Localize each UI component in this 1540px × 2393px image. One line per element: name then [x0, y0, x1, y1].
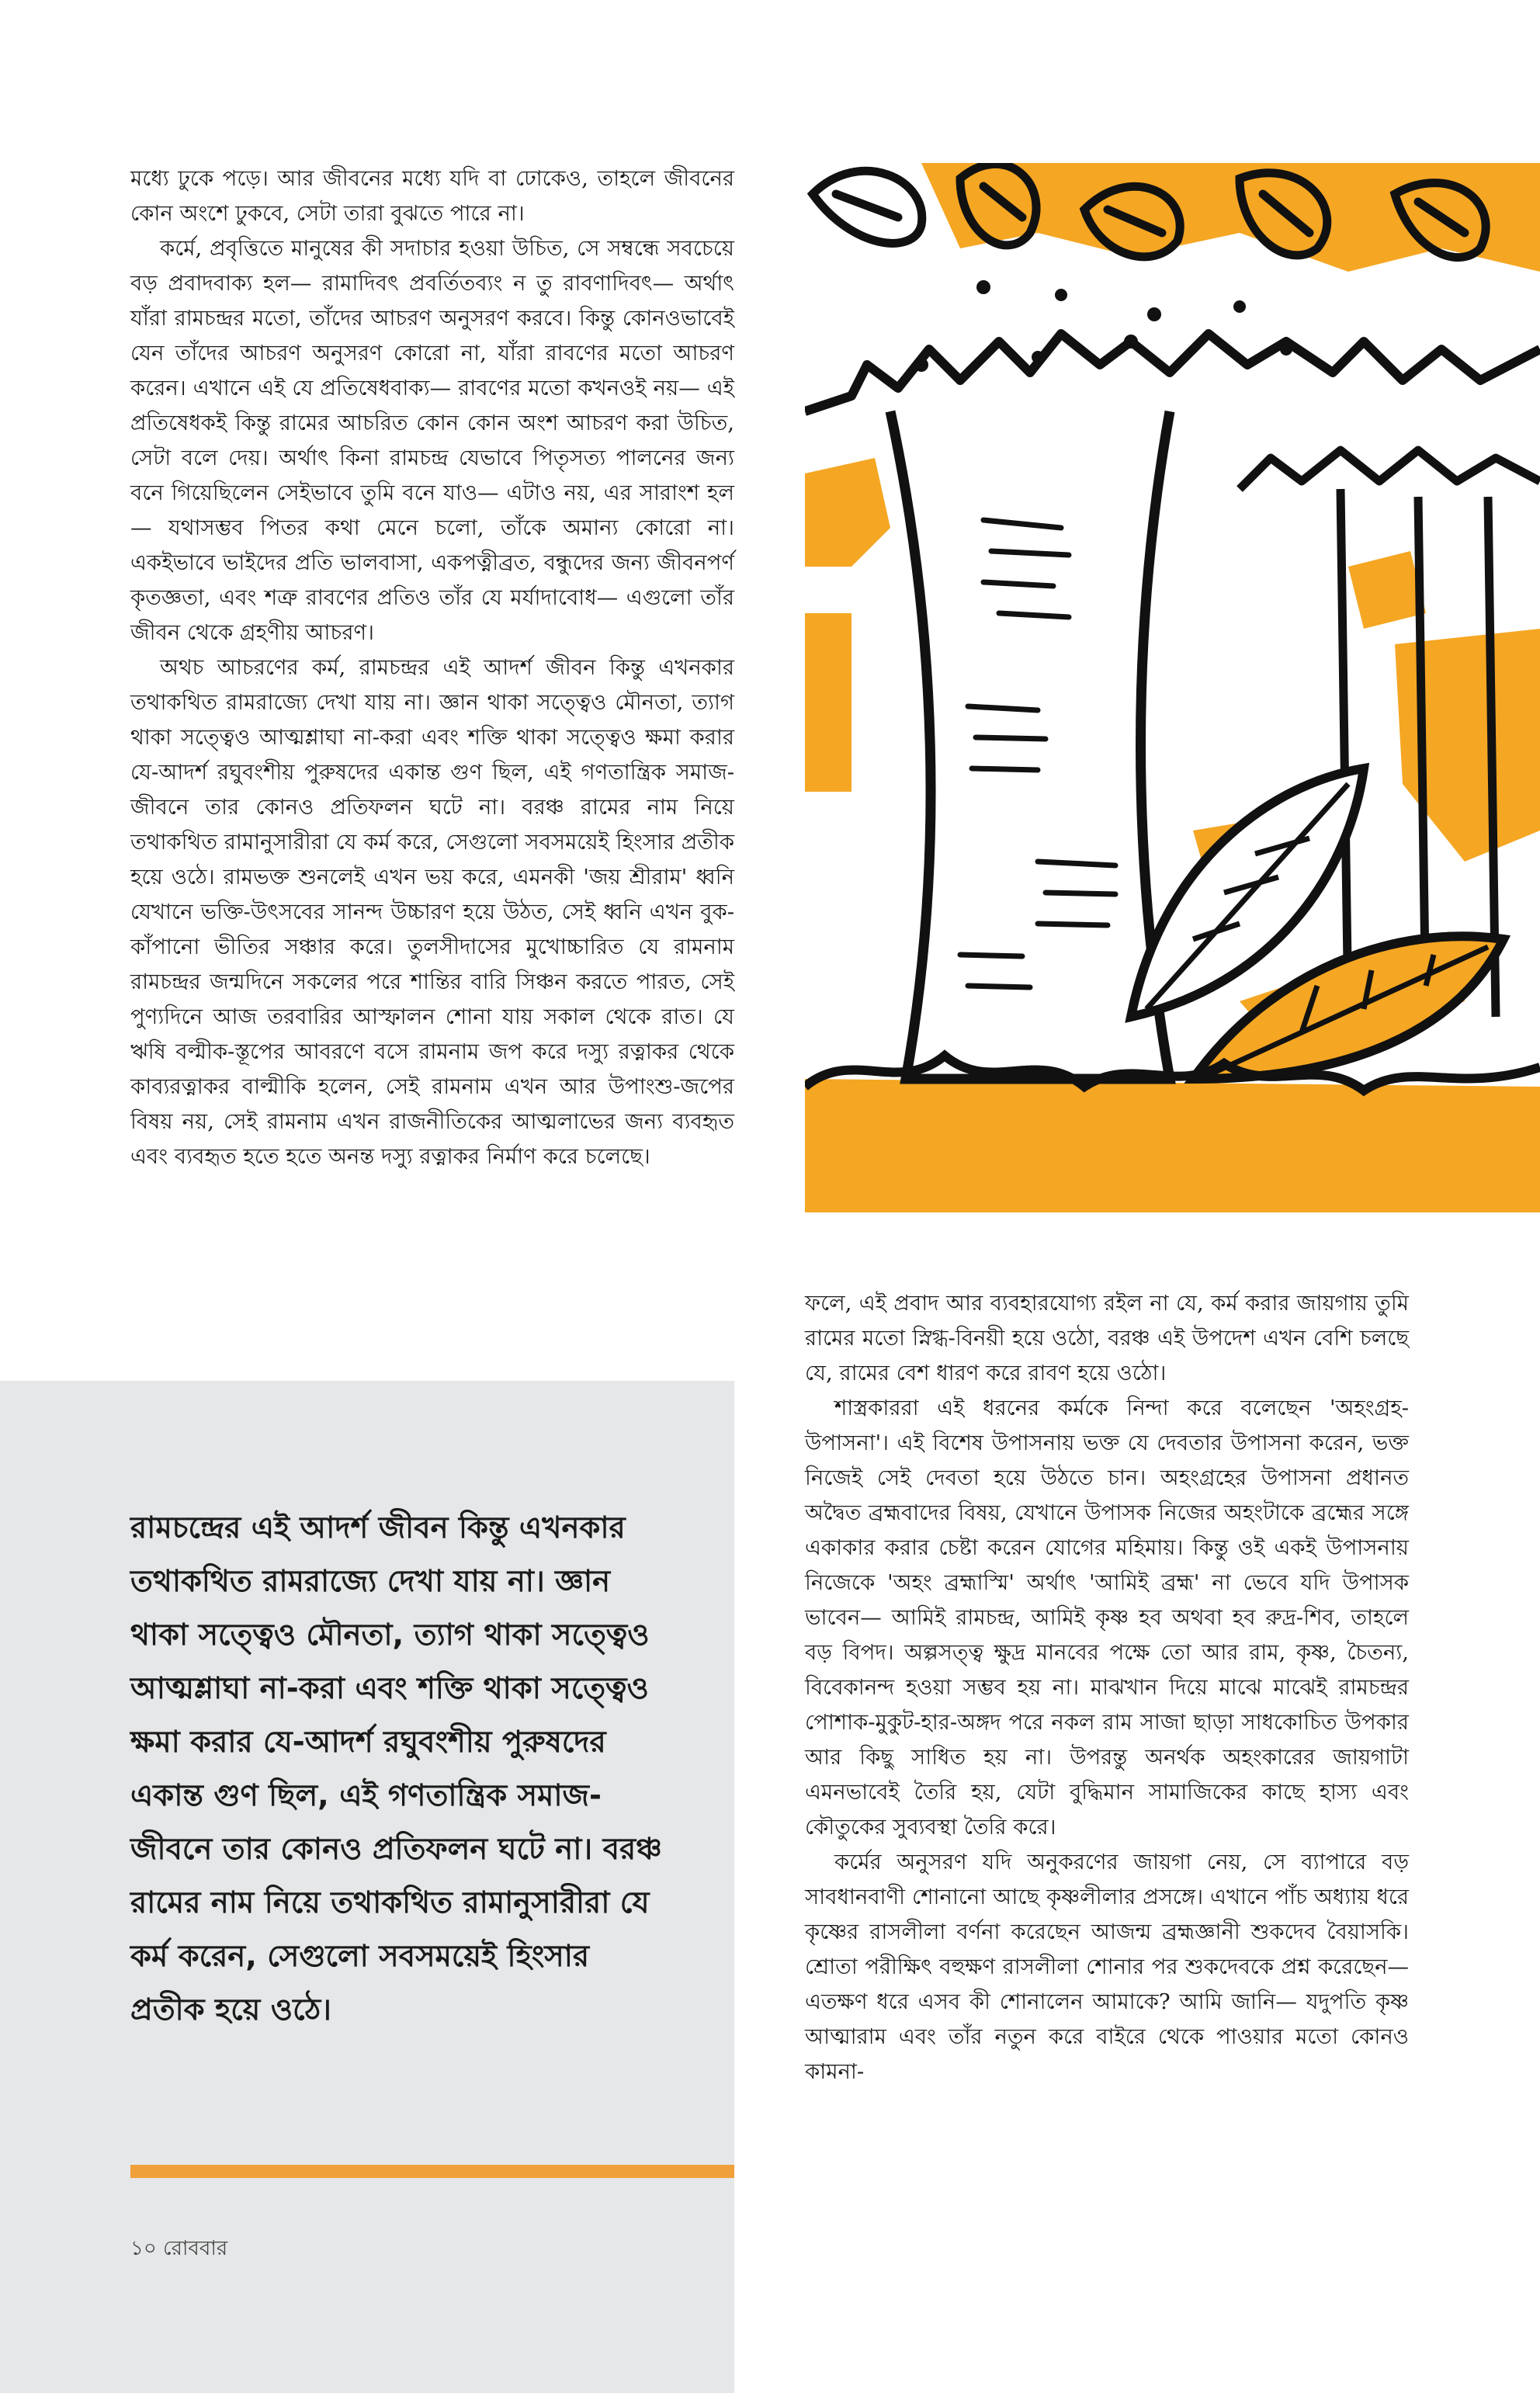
paragraph: শাস্ত্রকাররা এই ধরনের কর্মকে নিন্দা করে বলেছেন 'অহংগ্রহ-উপাসনা'। এই বিশেষ উপাসনায় ভক্ত যে দেবতার উপাসনা করেন, ভক্ত নিজেই সেই দেবতা হয়ে উঠতে চান। অহংগ্রহের উপাসনা প্রধানত অদ্বৈত ব্রহ্মবাদের বিষয়, যেখানে উপাসক নিজের অহংটাকে ব্রহ্মের সঙ্গে একাকার করার চেষ্টা করেন যোগের মহিমায়। কিন্তু ওই একই উপাসনায় নিজেকে 'অহং ব্রহ্মাস্মি' অর্থাৎ 'আমিই ব্রহ্ম' না ভেবে যদি উপাসক ভাবেন— আমিই রামচন্দ্র, আমিই কৃষ্ণ হব অথবা হব রুদ্র-শিব, তাহলে বড় বিপদ। অল্পসত্ত্ব ক্ষুদ্র মানবের পক্ষে তো আর রাম, কৃষ্ণ, চৈতন্য, বিবেকানন্দ হওয়া সম্ভব হয় না। মাঝখান দিয়ে মাঝে মাঝেই রামচন্দ্রর পোশাক-মুকুট-হার-অঙ্গদ পরে নকল রাম সাজা ছাড়া সাধকোচিত উপকার আর কিছু সাধিত হয় না। উপরন্তু অনর্থক অহংকারের জায়গাটা এমনভাবেই তৈরি হয়, যেটা বুদ্ধিমান সামাজিকের কাছে হাস্য এবং কৌতুকের সুব্যবস্থা তৈরি করে।: [805, 1396, 1409, 1840]
pull-quote: রামচন্দ্রের এই আদর্শ জীবন কিন্তু এখনকার তথাকথিত রামরাজ্যে দেখা যায় না। জ্ঞান থাকা সত্ত্বেও মৌনতা, ত্যাগ থাকা সত্ত্বেও আত্মশ্লাঘা না-করা এবং শক্তি থাকা সত্ত্বেও ক্ষমা করার যে-আদর্শ রঘুবংশীয় পুরুষদের একান্ত গুণ ছিল, এই গণতান্ত্রিক সমাজ-জীবনে তার কোনও প্রতিফলন ঘটে না। বরঞ্চ রামের নাম নিয়ে তথাকথিত রামানুসারীরা যে কর্ম করেন, সেগুলো সবসময়েই হিংসার প্রতীক হয়ে ওঠে।: [130, 1510, 662, 2027]
pull-quote-panel: [0, 1381, 734, 2393]
tree-leaves-illustration-icon: [805, 163, 1540, 1212]
article-right-column: [805, 1286, 1409, 2090]
accent-divider: [130, 2165, 734, 2178]
page-footer: ১০ রোববার: [130, 2237, 228, 2260]
paragraph: কর্মে, প্রবৃত্তিতে মানুষের কী সদাচার হওয়া উচিত, সে সম্বন্ধে সবচেয়ে বড় প্রবাদবাক্য হল— রামাদিবৎ প্রবর্তিতব্যং ন তু রাবণাদিবৎ— অর্থাৎ যাঁরা রামচন্দ্রর মতো, তাঁদের আচরণ অনুসরণ করবে। কিন্তু কোনওভাবেই যেন তাঁদের আচরণ অনুসরণ কোরো না, যাঁরা রাবণের মতো আচরণ করেন। এখানে এই যে প্রতিষেধবাক্য— রাবণের মতো কখনওই নয়— এই প্রতিষেধকই কিন্তু রামের আচরিত কোন কোন অংশ আচরণ করা উচিত, সেটা বলে দেয়। অর্থাৎ কিনা রামচন্দ্র যেভাবে পিতৃসত্য পালনের জন্য বনে গিয়েছিলেন সেইভাবে তুমি বনে যাও— এটাও নয়, এর সারাংশ হল— যথাসম্ভব পিতর কথা মেনে চলো, তাঁকে অমান্য কোরো না। একইভাবে ভাইদের প্রতি ভালবাসা, একপত্নীব্রত, বন্ধুদের জন্য জীবনপর্ণ কৃতজ্ঞতা, এবং শত্রু রাবণের প্রতিও তাঁর যে মর্যাদাবোধ— এগুলো তাঁর জীবন থেকে গ্রহণীয় আচরণ।: [130, 236, 734, 645]
paragraph: ফলে, এই প্রবাদ আর ব্যবহারযোগ্য রইল না যে, কর্ম করার জায়গায় তুমি রামের মতো স্নিগ্ধ-বিনয়ী হয়ে ওঠো, বরঞ্চ এই উপদেশ এখন বেশি চলছে যে, রামের বেশ ধারণ করে রাবণ হয়ে ওঠো।: [805, 1291, 1409, 1386]
paragraph: কর্মের অনুসরণ যদি অনুকরণের জায়গা নেয়, সে ব্যাপারে বড় সাবধানবাণী শোনানো আছে কৃষ্ণলীলার প্রসঙ্গে। এখানে পাঁচ অধ্যায় ধরে কৃষ্ণের রাসলীলা বর্ণনা করেছেন আজন্ম ব্রহ্মজ্ঞানী শুকদেব বৈয়াসকি। শ্রোতা পরীক্ষিৎ বহুক্ষণ রাসলীলা শোনার পর শুকদেবকে প্রশ্ন করেছেন— এতক্ষণ ধরে এসব কী শোনালেন আমাকে? আমি জানি— যদুপতি কৃষ্ণ আত্মারাম এবং তাঁর নতুন করে বাইরে থেকে পাওয়ার মতো কোনও কামনা-: [805, 1850, 1409, 2084]
article-left-column: [130, 161, 734, 1174]
paragraph: অথচ আচরণের কর্ম, রামচন্দ্রর এই আদর্শ জীবন কিন্তু এখনকার তথাকথিত রামরাজ্যে দেখা যায় না। জ্ঞান থাকা সত্ত্বেও মৌনতা, ত্যাগ থাকা সত্ত্বেও আত্মশ্লাঘা না-করা এবং শক্তি থাকা সত্ত্বেও ক্ষমা করার যে-আদর্শ রঘুবংশীয় পুরুষদের একান্ত গুণ ছিল, এই গণতান্ত্রিক সমাজ-জীবনে তার কোনও প্রতিফলন ঘটে না। বরঞ্চ রামের নাম নিয়ে তথাকথিত রামানুসারীরা যে কর্ম করে, সেগুলো সবসময়েই হিংসার প্রতীক হয়ে ওঠে। রামভক্ত শুনলেই এখন ভয় করে, এমনকী 'জয় শ্রীরাম' ধ্বনি যেখানে ভক্তি-উৎসবের সানন্দ উচ্চারণ হয়ে উঠত, সেই ধ্বনি এখন বুক-কাঁপানো ভীতির সঞ্চার করে। তুলসীদাসের মুখোচ্চারিত যে রামনাম রামচন্দ্রর জন্মদিনে সকলের পরে শান্তির বারি সিঞ্চন করতে পারত, সেই পুণ্যদিনে আজ তরবারির আস্ফালন শোনা যায় সকাল থেকে রাত। যে ঋষি বল্মীক-স্তূপের আবরণে বসে রামনাম জপ করে দস্যু রত্নাকর থেকে কাব্যরত্নাকর বাল্মীকি হলেন, সেই রামনাম এখন আর উপাংশু-জপের বিষয় নয়, সেই রামনাম এখন রাজনীতিকের আত্মলাভের জন্য ব্যবহৃত এবং ব্যবহৃত হতে হতে অনন্ত দস্যু রত্নাকর নির্মাণ করে চলেছে।: [130, 655, 734, 1169]
paragraph: মধ্যে ঢুকে পড়ে। আর জীবনের মধ্যে যদি বা ঢোকেও, তাহলে জীবনের কোন অংশে ঢুকবে, সেটা তারা বুঝতে পারে না।: [130, 166, 734, 226]
